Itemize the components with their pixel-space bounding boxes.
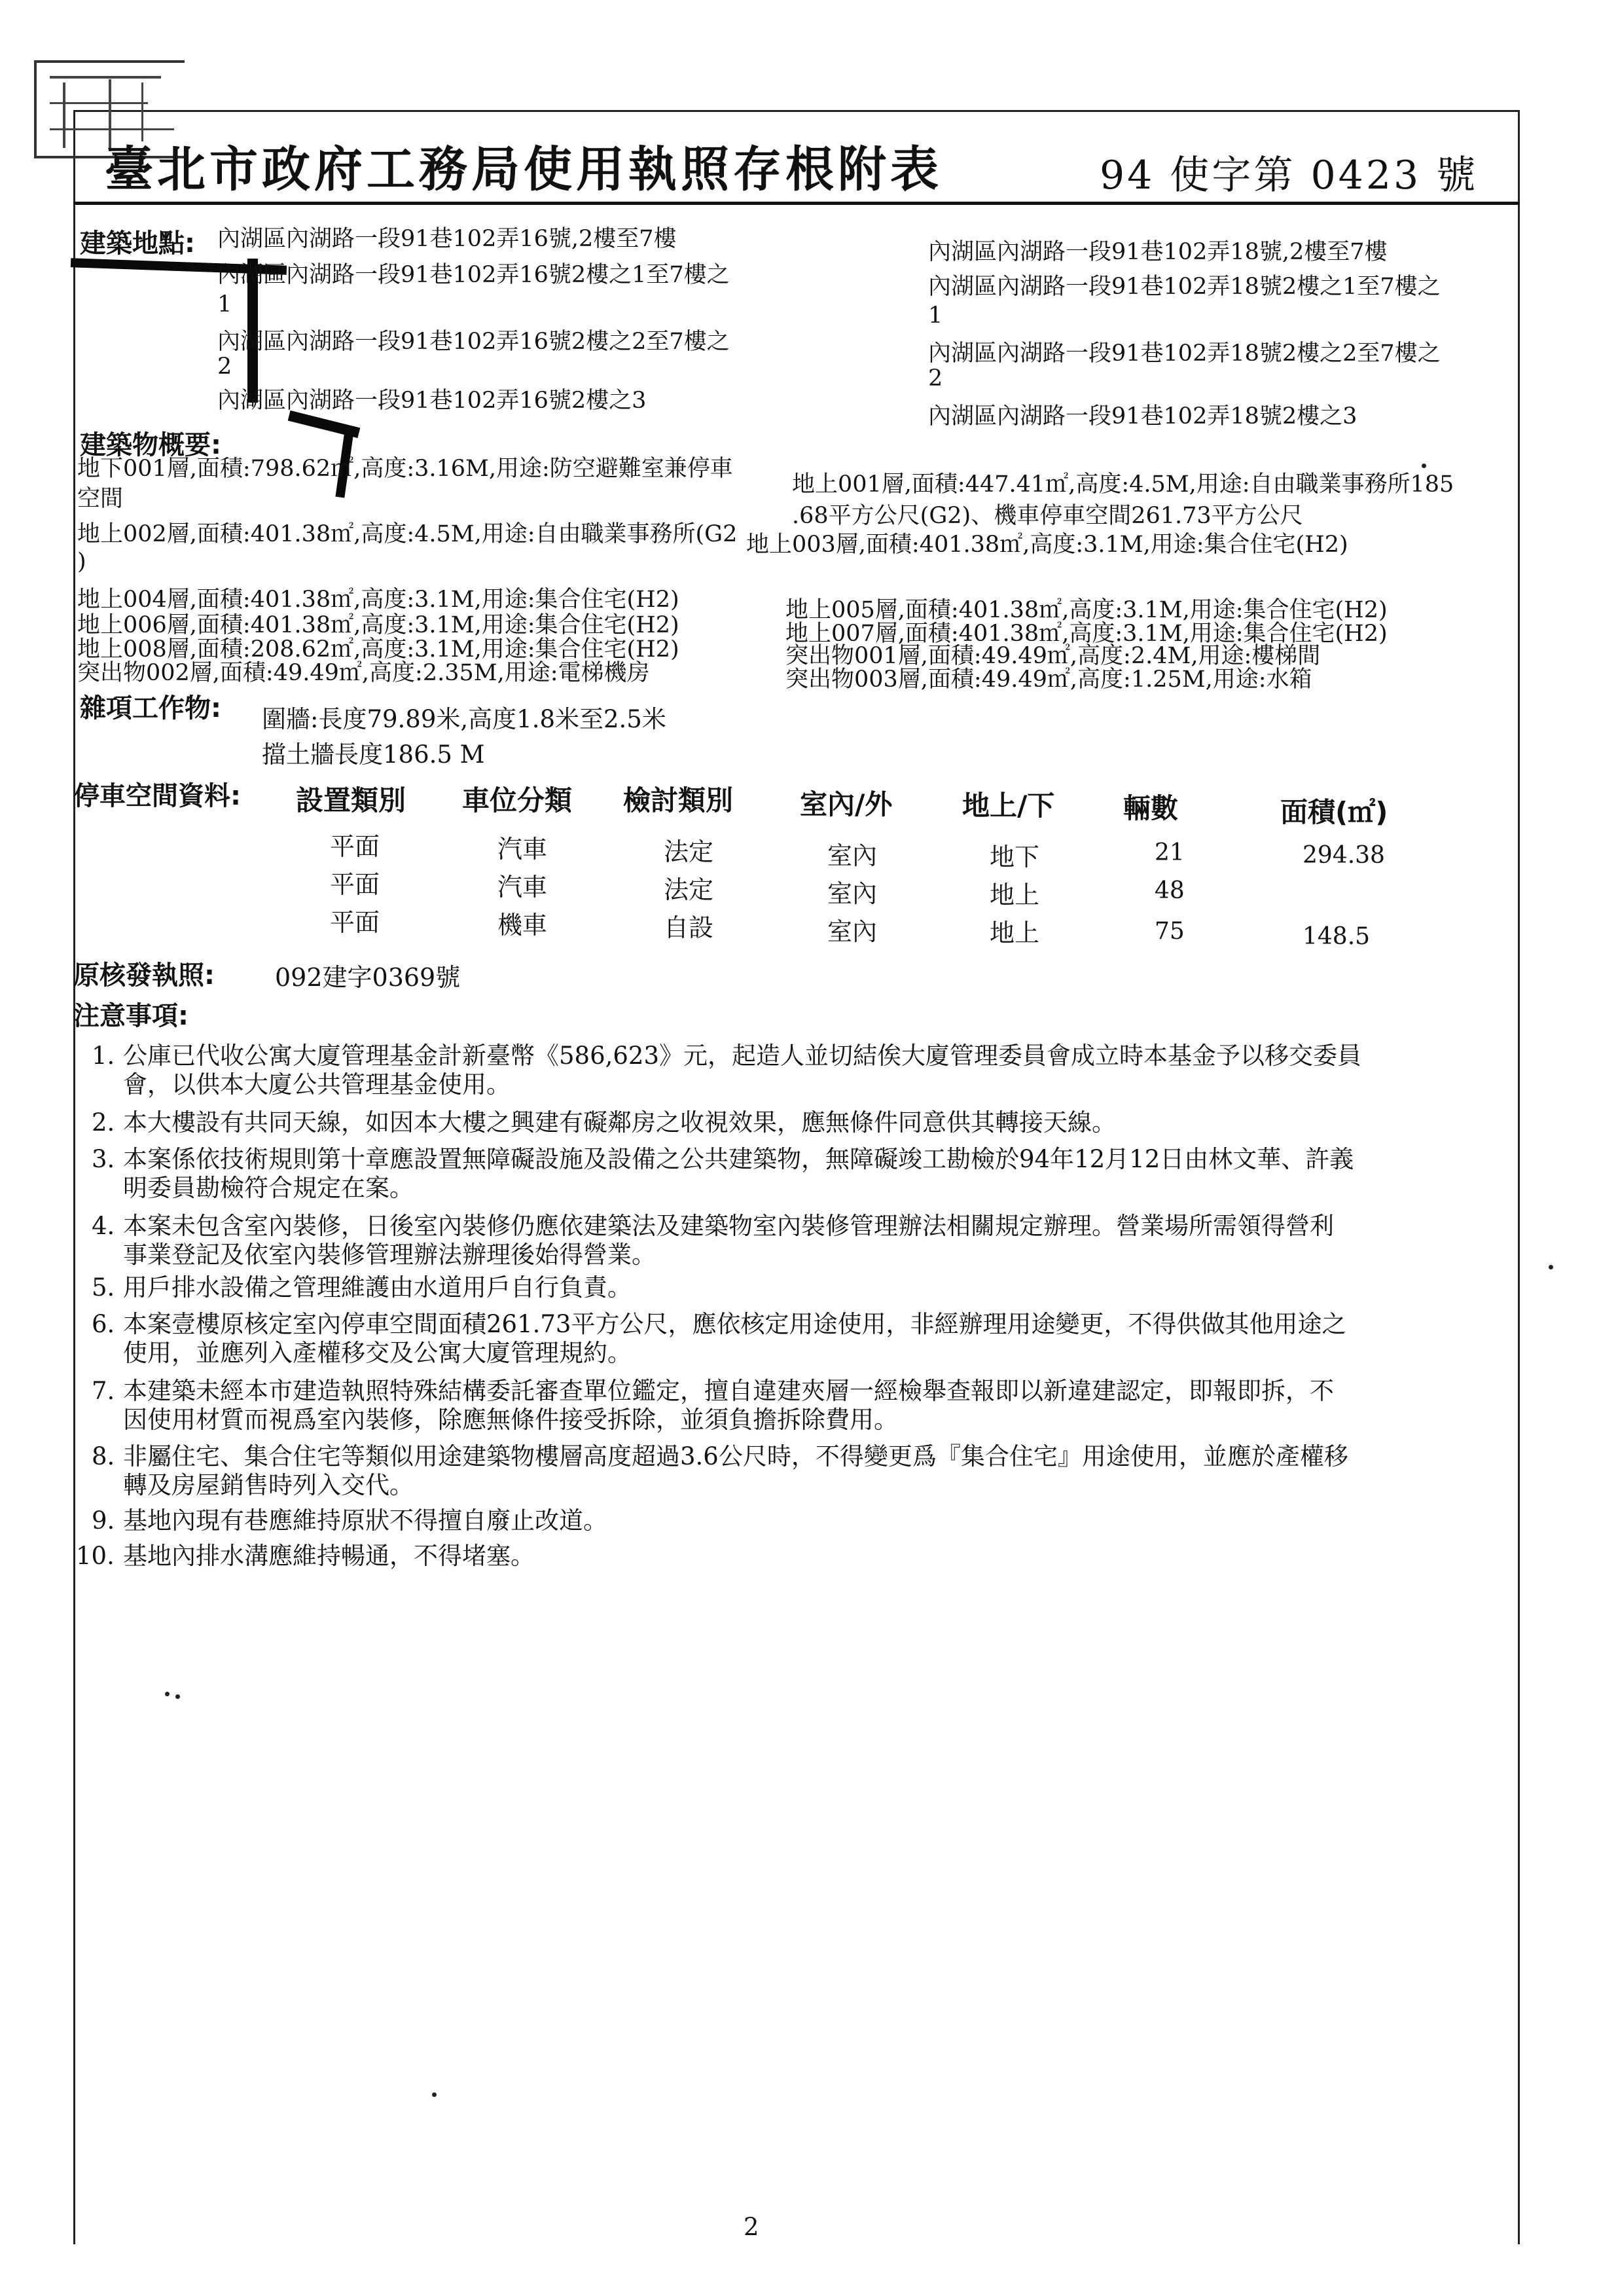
floor-line: ) bbox=[77, 549, 86, 575]
note-number: 1. bbox=[92, 1042, 115, 1070]
note-number: 8. bbox=[92, 1442, 115, 1470]
floor-line: 地上004層,面積:401.38㎡,高度:3.1M,用途:集合住宅(H2) bbox=[77, 587, 679, 613]
note-number: 4. bbox=[92, 1212, 115, 1240]
floor-line: 突出物002層,面積:49.49㎡,高度:2.35M,用途:電梯機房 bbox=[77, 660, 650, 686]
parking-header: 輛數 bbox=[1123, 792, 1179, 824]
parking-header: 檢討類別 bbox=[623, 784, 734, 816]
location-right-line: 內湖區內湖路一段91巷102弄18號2樓之1至7樓之 bbox=[928, 274, 1441, 300]
header-rule bbox=[73, 202, 1520, 205]
floor-line: 地上005層,面積:401.38㎡,高度:3.1M,用途:集合住宅(H2) bbox=[785, 597, 1388, 623]
parking-header: 室內/外 bbox=[800, 788, 893, 820]
original-license-label: 原核發執照: bbox=[73, 960, 215, 991]
note-text: 用戶排水設備之管理維護由水道用戶自行負責。 bbox=[123, 1273, 632, 1302]
parking-cell: 室內 bbox=[827, 841, 878, 870]
floor-line: 地上008層,面積:208.62㎡,高度:3.1M,用途:集合住宅(H2) bbox=[77, 636, 679, 663]
floor-line: 地上007層,面積:401.38㎡,高度:3.1M,用途:集合住宅(H2) bbox=[785, 621, 1388, 647]
floor-line: 地上006層,面積:401.38㎡,高度:3.1M,用途:集合住宅(H2) bbox=[77, 612, 679, 638]
speck bbox=[432, 2092, 437, 2097]
floor-line: .68平方公尺(G2)、機車停車空間261.73平方公尺 bbox=[792, 503, 1303, 529]
location-left-line: 內湖區內湖路一段91巷102弄16號2樓之3 bbox=[217, 388, 647, 414]
original-license-value: 092建字0369號 bbox=[275, 963, 461, 992]
parking-cell: 地上 bbox=[990, 919, 1040, 947]
overview-label: 建築物概要: bbox=[80, 430, 221, 460]
page-number: 2 bbox=[744, 2213, 759, 2241]
location-right-line: 內湖區內湖路一段91巷102弄18號2樓之2至7樓之 bbox=[928, 340, 1441, 367]
notes-label: 注意事項: bbox=[73, 1001, 189, 1031]
parking-cell: 法定 bbox=[664, 837, 714, 866]
location-left-line: 2 bbox=[217, 354, 232, 380]
permit-number: 94 使字第 0423 號 bbox=[1100, 153, 1479, 198]
note-text: 事業登記及依室內裝修管理辦法辦理後始得營業。 bbox=[123, 1241, 656, 1269]
parking-label: 停車空間資料: bbox=[73, 781, 241, 811]
parking-cell: 75 bbox=[1155, 918, 1185, 945]
misc-line: 擋土牆長度186.5 M bbox=[262, 740, 485, 769]
parking-cell: 室內 bbox=[827, 917, 878, 946]
note-number: 10. bbox=[76, 1542, 115, 1570]
parking-cell: 48 bbox=[1155, 877, 1185, 904]
location-left-line: 內湖區內湖路一段91巷102弄16號2樓之2至7樓之 bbox=[217, 329, 730, 355]
floor-line: 地上001層,面積:447.41㎡,高度:4.5M,用途:自由職業事務所185 bbox=[792, 471, 1454, 498]
floor-line: 突出物003層,面積:49.49㎡,高度:1.25M,用途:水箱 bbox=[785, 666, 1312, 693]
parking-cell: 平面 bbox=[330, 870, 380, 899]
note-text: 非屬住宅、集合住宅等類似用途建築物樓層高度超過3.6公尺時，不得變更爲『集合住宅』用途使用，並應於產權移 bbox=[123, 1442, 1348, 1470]
note-text: 明委員勘檢符合規定在案。 bbox=[123, 1174, 414, 1202]
note-text: 公庫已代收公寓大廈管理基金計新臺幣《586,623》元，起造人並切結俟大廈管理委員會成立時本基金予以移交委員 bbox=[123, 1042, 1362, 1070]
note-number: 2. bbox=[92, 1108, 115, 1137]
note-number: 5. bbox=[92, 1273, 115, 1302]
note-text: 基地內現有巷應維持原狀不得擅自廢止改道。 bbox=[123, 1506, 607, 1535]
note-text: 本案壹樓原核定室內停車空間面積261.73平方公尺，應依核定用途使用，非經辦理用途變更，不得供做其他用途之 bbox=[123, 1310, 1346, 1338]
parking-cell: 汽車 bbox=[497, 873, 548, 902]
location-right-line: 2 bbox=[928, 365, 943, 392]
parking-header: 面積(㎡) bbox=[1280, 796, 1388, 828]
floor-line: 突出物001層,面積:49.49㎡,高度:2.4M,用途:樓梯間 bbox=[785, 643, 1321, 669]
parking-cell: 294.38 bbox=[1303, 842, 1385, 869]
speck bbox=[165, 1692, 170, 1696]
parking-cell: 汽車 bbox=[497, 835, 548, 864]
parking-cell: 21 bbox=[1155, 839, 1185, 866]
parking-header: 地上/下 bbox=[962, 790, 1055, 822]
location-right-line: 1 bbox=[928, 302, 943, 329]
parking-header: 車位分類 bbox=[462, 784, 573, 816]
floor-line: 空間 bbox=[77, 486, 124, 512]
location-right-line: 內湖區內湖路一段91巷102弄18號,2樓至7樓 bbox=[928, 239, 1388, 265]
note-number: 9. bbox=[92, 1506, 115, 1535]
location-left-line: 內湖區內湖路一段91巷102弄16號2樓之1至7樓之 bbox=[217, 262, 730, 288]
parking-cell: 自設 bbox=[664, 913, 714, 942]
note-text: 本大樓設有共同天線，如因本大樓之興建有礙鄰房之收視效果，應無條件同意供其轉接天線。 bbox=[123, 1108, 1116, 1137]
misc-label: 雜項工作物: bbox=[80, 693, 221, 723]
note-text: 本建築未經本市建造執照特殊結構委託審查單位鑑定，擅自違建夾層一經檢舉查報即以新違建認定，即報即拆，不 bbox=[123, 1377, 1334, 1405]
parking-cell: 148.5 bbox=[1303, 923, 1371, 950]
parking-header: 設置類別 bbox=[296, 784, 406, 816]
note-text: 本案未包含室內裝修，日後室內裝修仍應依建築法及建築物室內裝修管理辦法相關規定辦理。營業場所需領得營利 bbox=[123, 1212, 1334, 1240]
note-text: 使用，並應列入產權移交及公寓大廈管理規約。 bbox=[123, 1339, 632, 1367]
location-label: 建築地點: bbox=[80, 228, 195, 259]
note-number: 3. bbox=[92, 1145, 115, 1173]
parking-cell: 地下 bbox=[990, 843, 1040, 871]
note-text: 基地內排水溝應維持暢通，不得堵塞。 bbox=[123, 1542, 535, 1570]
floor-line: 地上003層,面積:401.38㎡,高度:3.1M,用途:集合住宅(H2) bbox=[746, 532, 1348, 558]
parking-cell: 地上 bbox=[990, 881, 1040, 909]
parking-cell: 平面 bbox=[330, 908, 380, 937]
speck bbox=[1422, 464, 1426, 468]
floor-line: 地上002層,面積:401.38㎡,高度:4.5M,用途:自由職業事務所(G2 bbox=[77, 521, 738, 547]
location-left-line: 內湖區內湖路一段91巷102弄16號,2樓至7樓 bbox=[217, 226, 677, 252]
note-number: 7. bbox=[92, 1377, 115, 1405]
parking-cell: 平面 bbox=[330, 832, 380, 861]
note-number: 6. bbox=[92, 1310, 115, 1338]
note-text: 因使用材質而視爲室內裝修，除應無條件接受拆除，並須負擔拆除費用。 bbox=[123, 1406, 898, 1434]
location-left-line: 1 bbox=[217, 291, 232, 318]
speck bbox=[1549, 1265, 1553, 1269]
note-text: 本案係依技術規則第十章應設置無障礙設施及設備之公共建築物，無障礙竣工勘檢於94年12月12日由林文華、許義 bbox=[123, 1145, 1354, 1173]
parking-cell: 法定 bbox=[664, 875, 714, 904]
note-text: 會，以供本大廈公共管理基金使用。 bbox=[123, 1070, 511, 1099]
location-right-line: 內湖區內湖路一段91巷102弄18號2樓之3 bbox=[928, 403, 1357, 429]
misc-line: 圍牆:長度79.89米,高度1.8米至2.5米 bbox=[262, 705, 666, 733]
parking-cell: 機車 bbox=[497, 911, 548, 939]
floor-line: 地下001層,面積:798.62㎡,高度:3.16M,用途:防空避難室兼停車 bbox=[77, 456, 733, 482]
speck bbox=[175, 1694, 180, 1699]
note-text: 轉及房屋銷售時列入交代。 bbox=[123, 1471, 414, 1499]
parking-cell: 室內 bbox=[827, 879, 878, 908]
page-title: 臺北市政府工務局使用執照存根附表 bbox=[105, 141, 943, 198]
